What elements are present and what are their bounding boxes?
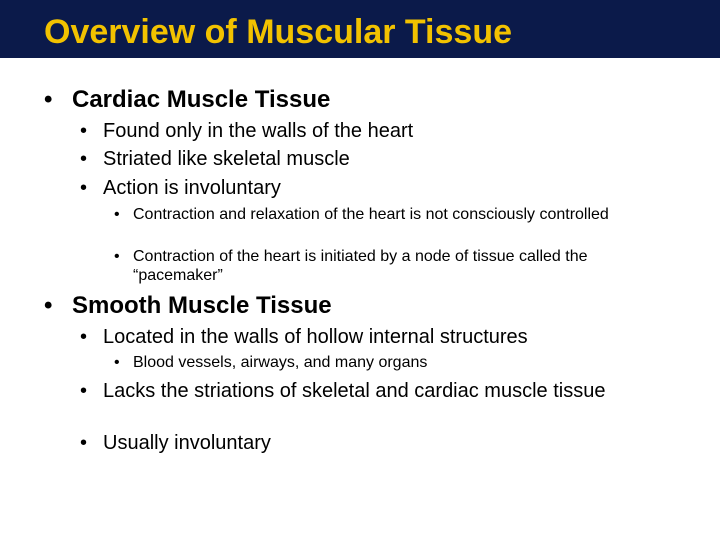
bullet-marker: • [80, 380, 88, 402]
bullet-marker: • [44, 292, 53, 319]
bullet-marker: • [114, 248, 120, 265]
list-item: Contraction of the heart is initiated by a node of tissue called the “pacemaker” [133, 248, 588, 284]
bullet-marker: • [80, 120, 88, 142]
list-item: Blood vessels, airways, and many organs [133, 354, 428, 371]
list-item: Found only in the walls of the heart [103, 120, 414, 142]
list-item: Action is involuntary [103, 177, 281, 199]
section-heading-cardiac: Cardiac Muscle Tissue [72, 86, 331, 113]
bullet-marker: • [80, 148, 88, 170]
list-item: Located in the walls of hollow internal structures [103, 326, 528, 348]
slide-title: Overview of Muscular Tissue [44, 13, 512, 51]
bullet-marker: • [114, 354, 120, 371]
list-item: Contraction and relaxation of the heart is not consciously controlled [133, 206, 609, 223]
section-heading-smooth: Smooth Muscle Tissue [72, 292, 332, 319]
list-item: Striated like skeletal muscle [103, 148, 350, 170]
bullet-marker: • [80, 432, 88, 454]
list-item: Lacks the striations of skeletal and cardiac muscle tissue [103, 380, 606, 402]
bullet-marker: • [80, 177, 88, 199]
list-item: Usually involuntary [103, 432, 271, 454]
bullet-marker: • [44, 86, 53, 113]
bullet-marker: • [80, 326, 88, 348]
bullet-marker: • [114, 206, 120, 223]
